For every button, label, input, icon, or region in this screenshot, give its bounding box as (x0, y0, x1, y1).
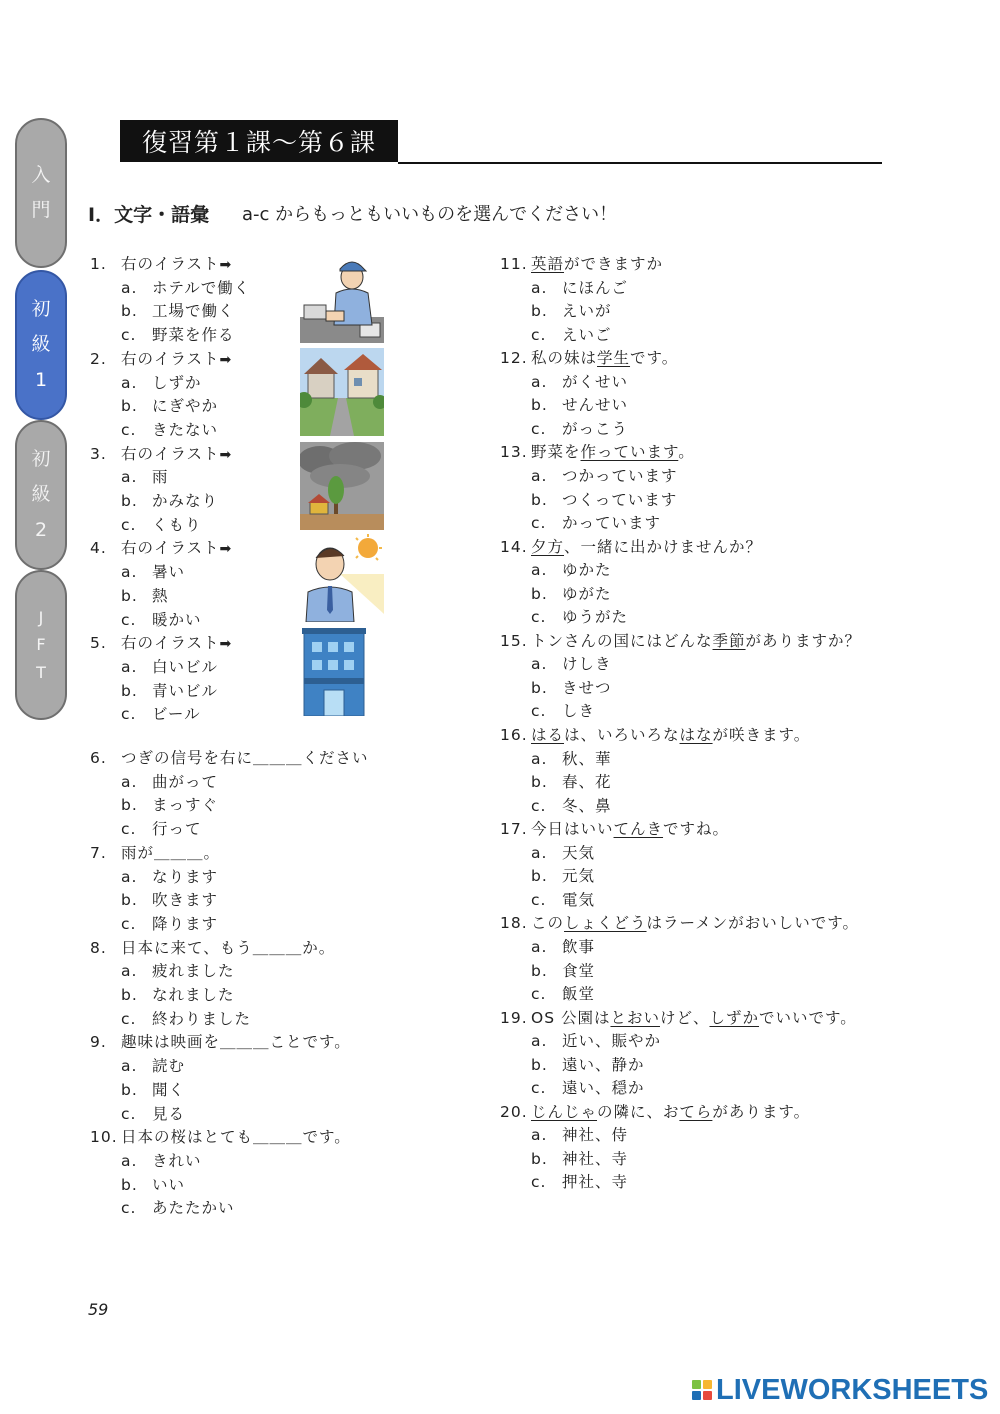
arrow-right-icon: ➡ (219, 257, 233, 273)
question-number: 15. (500, 631, 528, 650)
answer-option[interactable] (531, 488, 677, 510)
option-letter: b. (531, 867, 548, 886)
option-letter: b. (531, 396, 548, 415)
option-text: くもり (152, 515, 202, 534)
option-text: 曲がって (152, 772, 219, 791)
answer-option[interactable] (531, 770, 612, 792)
answer-option[interactable] (531, 982, 595, 1004)
option-text: にほんご (562, 278, 629, 297)
option-letter: b. (121, 586, 138, 605)
answer-option[interactable] (531, 558, 612, 580)
underlined-word: しずか (709, 1008, 760, 1027)
answer-option[interactable] (121, 1102, 185, 1124)
side-tab-nyumon[interactable] (15, 118, 67, 268)
answer-option[interactable] (531, 1053, 645, 1075)
option-letter: a. (121, 657, 138, 676)
option-letter: b. (121, 1080, 138, 1099)
option-text: 飯堂 (562, 985, 596, 1004)
option-text: にぎやか (152, 397, 219, 416)
header-rule (398, 162, 882, 164)
question-text: です。 (630, 349, 679, 368)
option-letter: c. (121, 420, 137, 439)
question-15 (500, 629, 861, 651)
option-text: えいご (562, 325, 612, 344)
question-text: ですね。 (663, 820, 730, 839)
answer-option[interactable] (121, 888, 218, 910)
option-text: 遠い、静か (562, 1055, 645, 1074)
option-text: 行って (152, 820, 202, 839)
underlined-word: 作っています (580, 443, 679, 462)
answer-option[interactable] (121, 655, 218, 677)
answer-option[interactable] (121, 418, 218, 440)
option-letter: a. (121, 962, 138, 981)
side-tab-char: 入 (31, 163, 51, 186)
section-title: Ⅰ．文字・語彙 (88, 204, 210, 226)
underlined-word: 季節 (712, 631, 746, 650)
option-letter: a. (531, 561, 548, 580)
underlined-word: てら (679, 1102, 713, 1121)
option-letter: c. (121, 914, 137, 933)
answer-option[interactable] (121, 489, 218, 511)
section-instruction: a-c からもっともいいものを選んでください！ (242, 204, 618, 225)
option-letter: c. (531, 325, 547, 344)
answer-option[interactable] (121, 513, 202, 535)
answer-option[interactable] (121, 912, 218, 934)
underlined-word: じんじゃ (531, 1102, 598, 1121)
underlined-word: てんき (613, 820, 664, 839)
option-text: 暖かい (152, 610, 202, 629)
option-text: 降ります (152, 914, 219, 933)
option-text: 遠い、穏か (562, 1079, 645, 1098)
question-number: 4. (90, 539, 107, 558)
option-text: 吹きます (152, 891, 219, 910)
side-tab-char: F (36, 635, 46, 655)
option-text: 冬、鼻 (562, 796, 612, 815)
answer-option[interactable] (121, 276, 250, 298)
option-letter: a. (531, 372, 548, 391)
liveworksheets-logo-text: LIVEWORKSHEETS (716, 1373, 989, 1406)
underlined-word: しょくどう (564, 914, 647, 933)
option-letter: b. (531, 1149, 548, 1168)
option-letter: a. (121, 772, 138, 791)
question-number: 9. (90, 1033, 107, 1052)
option-letter: a. (121, 278, 138, 297)
underlined-word: 英語 (531, 255, 565, 273)
answer-option[interactable] (121, 865, 218, 887)
question-text: 趣味は映画を＿＿＿ことです。 (121, 1033, 351, 1052)
option-text: 青いビル (152, 681, 219, 700)
option-letter: a. (531, 655, 548, 674)
question-4 (90, 536, 232, 558)
answer-option[interactable] (531, 582, 612, 604)
option-letter: c. (531, 419, 547, 438)
option-letter: b. (121, 1175, 138, 1194)
question-text: この (531, 914, 565, 933)
option-letter: c. (121, 1199, 137, 1218)
arrow-right-icon: ➡ (219, 541, 233, 558)
question-text: 日本の桜はとても＿＿＿です。 (121, 1128, 351, 1147)
option-letter: c. (121, 610, 137, 629)
option-letter: b. (531, 584, 548, 603)
option-text: きれい (152, 1151, 202, 1170)
answer-option[interactable] (531, 652, 612, 674)
underlined-word: とおい (610, 1008, 660, 1027)
answer-option[interactable] (121, 323, 235, 345)
option-letter: c. (121, 515, 137, 534)
option-text: 白いビル (152, 657, 219, 676)
question-text: 野菜を (531, 443, 581, 462)
option-text: 春、花 (562, 773, 612, 792)
option-letter: c. (531, 985, 547, 1004)
question-text: 雨が＿＿＿。 (121, 843, 221, 862)
option-text: けしき (562, 655, 612, 674)
underlined-word: 学生 (597, 349, 631, 368)
option-letter: c. (121, 820, 137, 839)
answer-option[interactable] (531, 511, 661, 533)
option-text: 近い、賑やか (562, 1032, 662, 1051)
answer-option[interactable] (531, 464, 678, 486)
option-text: いい (152, 1175, 186, 1194)
arrow-right-icon: ➡ (219, 446, 233, 463)
question-number: 19. (500, 1008, 528, 1027)
answer-option[interactable] (121, 1078, 185, 1100)
option-text: 疲れました (152, 962, 235, 981)
option-letter: b. (121, 302, 138, 321)
question-number: 16. (500, 726, 528, 744)
option-letter: a. (121, 1057, 138, 1076)
option-text: しき (562, 702, 596, 721)
option-text: つかっています (562, 466, 678, 485)
option-text: 電気 (562, 890, 596, 909)
option-text: 神社、寺 (562, 1149, 629, 1168)
question-2 (90, 347, 232, 369)
option-letter: b. (121, 681, 138, 700)
option-text: 熱 (152, 586, 169, 605)
option-text: まっすぐ (152, 796, 219, 815)
question-text: つぎの信号を右に＿＿＿ください (121, 749, 369, 767)
answer-option[interactable] (121, 1196, 235, 1218)
answer-option[interactable] (531, 1147, 628, 1169)
answer-option[interactable] (531, 699, 595, 721)
option-text: 暑い (152, 563, 186, 582)
option-text: えいが (562, 302, 612, 321)
option-letter: b. (121, 891, 138, 910)
option-letter: c. (531, 890, 547, 909)
question-number: 8. (90, 938, 107, 957)
answer-option[interactable] (531, 393, 628, 415)
question-number: 7. (90, 843, 107, 862)
option-text: ゆがた (562, 584, 612, 603)
option-text: かっています (562, 514, 662, 533)
option-letter: c. (531, 796, 547, 815)
option-text: せんせい (562, 396, 629, 415)
option-letter: a. (531, 937, 548, 956)
answer-option[interactable] (531, 794, 612, 816)
option-text: ホテルで働く (152, 278, 251, 297)
question-text: ができますか (564, 255, 664, 273)
answer-option[interactable] (531, 959, 595, 981)
answer-option[interactable] (121, 1054, 185, 1076)
liveworksheets-logo[interactable] (692, 1372, 992, 1408)
answer-option[interactable] (531, 276, 628, 298)
option-letter: c. (531, 702, 547, 721)
question-text: 右のイラスト (121, 349, 220, 368)
quiet-street-illustration (300, 348, 384, 436)
option-letter: a. (121, 563, 138, 582)
answer-option[interactable] (531, 676, 612, 698)
option-text: がくせい (562, 372, 629, 391)
option-letter: a. (121, 1151, 138, 1170)
answer-option[interactable] (121, 371, 202, 393)
option-letter: b. (121, 492, 138, 510)
answer-option[interactable] (531, 888, 595, 910)
question-9 (90, 1030, 351, 1052)
answer-option[interactable] (531, 605, 628, 627)
underlined-word: はる (531, 726, 565, 744)
answer-option[interactable] (121, 817, 202, 839)
option-letter: b. (531, 678, 548, 697)
question-text: 。 (678, 443, 695, 462)
page-number: 59 (88, 1300, 109, 1319)
question-14 (500, 535, 762, 557)
answer-option[interactable] (121, 394, 218, 416)
option-text: ビール (152, 705, 201, 724)
question-text: 右のイラスト (121, 539, 220, 558)
option-letter: b. (531, 1055, 548, 1074)
option-text: あたたかい (152, 1199, 235, 1218)
option-text: 雨 (152, 468, 169, 487)
underlined-word: はな (679, 726, 713, 744)
answer-option[interactable] (531, 864, 595, 886)
option-text: ゆうがた (562, 608, 629, 627)
cloudy-weather-illustration (300, 442, 384, 530)
question-number: 18. (500, 914, 528, 933)
question-number: 10. (90, 1128, 118, 1147)
question-13 (500, 440, 695, 462)
question-text: の隣に、お (597, 1102, 680, 1121)
option-letter: b. (121, 397, 138, 416)
option-text: 見る (152, 1104, 186, 1123)
option-letter: a. (531, 1126, 548, 1145)
side-tab-char: 1 (34, 368, 48, 391)
question-3 (90, 442, 232, 464)
option-letter: a. (531, 749, 548, 768)
option-text: しずか (152, 373, 202, 392)
option-text: 野菜を作る (152, 326, 235, 345)
option-text: 神社、侍 (562, 1126, 629, 1145)
question-text: はラーメンがおいしいです。 (646, 914, 860, 933)
question-8 (90, 936, 335, 958)
question-6 (90, 746, 369, 768)
option-letter: c. (531, 514, 547, 533)
question-text: OS 公園は (531, 1008, 611, 1027)
question-17 (500, 817, 729, 839)
question-number: 17. (500, 820, 528, 839)
answer-option[interactable] (121, 465, 169, 487)
question-18 (500, 911, 859, 933)
question-text: がありますか？ (745, 631, 862, 650)
option-text: 工場で働く (152, 302, 235, 321)
option-letter: c. (121, 326, 137, 345)
option-text: 天気 (562, 843, 596, 862)
option-letter: c. (531, 608, 547, 627)
side-tab-jft[interactable] (15, 570, 67, 720)
question-20 (500, 1100, 810, 1122)
question-12 (500, 346, 678, 368)
question-text: 右のイラスト (121, 634, 220, 653)
option-text: なれました (152, 986, 235, 1004)
answer-option[interactable] (531, 841, 595, 863)
option-letter: b. (121, 986, 138, 1004)
answer-option[interactable] (121, 793, 218, 815)
answer-option[interactable] (531, 417, 628, 439)
question-19 (500, 1006, 857, 1028)
question-text: 右のイラスト (121, 255, 220, 273)
side-tab-char: 級 (31, 333, 51, 356)
answer-option[interactable] (121, 1149, 202, 1171)
answer-option[interactable] (531, 1123, 628, 1145)
question-number: 2. (90, 349, 107, 368)
option-text: きせつ (562, 678, 612, 697)
option-letter: b. (531, 773, 548, 792)
question-number: 3. (90, 444, 107, 463)
answer-option[interactable] (121, 299, 235, 321)
option-letter: b. (531, 302, 548, 321)
question-text: 私の妹は (531, 349, 598, 368)
underlined-word: 夕方 (531, 537, 565, 556)
answer-option[interactable] (121, 702, 201, 724)
question-number: 13. (500, 443, 528, 462)
option-letter: b. (531, 490, 548, 509)
side-tab-char: 級 (31, 483, 51, 506)
answer-option[interactable] (531, 299, 612, 321)
option-text: なります (152, 867, 219, 886)
arrow-right-icon: ➡ (219, 636, 233, 653)
option-text: ゆかた (562, 561, 612, 580)
option-letter: a. (121, 468, 138, 487)
option-letter: c. (531, 1173, 547, 1192)
answer-option[interactable] (121, 983, 235, 1005)
answer-option[interactable] (121, 608, 202, 630)
option-letter: a. (531, 843, 548, 862)
option-text: がっこう (562, 419, 629, 438)
question-text: でいいです。 (759, 1008, 857, 1027)
answer-option[interactable] (121, 770, 218, 792)
question-text: 、一緒に出かけませんか？ (564, 537, 763, 556)
option-text: 押社、寺 (562, 1173, 629, 1192)
side-tab-char: 2 (34, 518, 48, 541)
factory-worker-illustration (300, 255, 384, 343)
question-text: トンさんの国にはどんな (531, 631, 713, 650)
answer-option[interactable] (121, 584, 169, 606)
question-text: 日本に来て、もう＿＿＿か。 (121, 938, 336, 957)
option-text: きたない (152, 420, 219, 439)
option-letter: c. (121, 1009, 137, 1028)
question-5 (90, 631, 232, 653)
option-letter: b. (531, 961, 548, 980)
question-text: が咲きます。 (712, 726, 811, 744)
side-tab-char: 門 (31, 199, 51, 221)
question-number: 20. (500, 1102, 528, 1121)
question-text: 今日はいい (531, 820, 614, 839)
blue-building-illustration (300, 628, 384, 716)
option-letter: c. (121, 1104, 137, 1123)
question-text: があります。 (712, 1102, 811, 1121)
option-letter: c. (531, 1079, 547, 1098)
answer-option[interactable] (121, 560, 185, 582)
side-tab-char: 初 (31, 298, 51, 321)
option-text: 食堂 (562, 961, 596, 980)
question-text: 右のイラスト (121, 444, 220, 463)
option-letter: a. (531, 1032, 548, 1051)
side-tab-char: 初 (31, 448, 51, 471)
question-7 (90, 841, 220, 863)
liveworksheets-logo-icon (692, 1380, 712, 1400)
question-number: 12. (500, 349, 528, 368)
page-title: 復習第１課～第６課 (120, 120, 398, 162)
answer-option[interactable] (531, 747, 612, 769)
question-number: 5. (90, 634, 107, 653)
answer-option[interactable] (531, 1170, 628, 1192)
question-text: は、いろいろな (564, 726, 680, 744)
question-number: 11. (500, 255, 528, 273)
option-text: つくっています (562, 490, 678, 509)
option-letter: a. (531, 466, 548, 485)
option-text: 終わりました (152, 1009, 252, 1028)
option-text: 聞く (152, 1080, 186, 1099)
answer-option[interactable] (531, 935, 595, 957)
option-letter: a. (531, 278, 548, 297)
side-tab-shokyu-1[interactable] (15, 270, 67, 420)
question-text: けど、 (659, 1008, 710, 1027)
question-11 (500, 252, 663, 274)
answer-option[interactable] (531, 1076, 645, 1098)
hot-sun-man-illustration (300, 534, 384, 622)
answer-option[interactable] (121, 1007, 251, 1029)
question-10 (90, 1125, 351, 1147)
option-text: かみなり (152, 492, 219, 510)
option-text: 読む (152, 1057, 186, 1076)
answer-option[interactable] (531, 1029, 661, 1051)
arrow-right-icon: ➡ (219, 351, 233, 368)
side-tab-shokyu-2[interactable] (15, 420, 67, 570)
side-tab-char: J (38, 608, 44, 628)
answer-option[interactable] (531, 323, 612, 345)
option-text: 秋、華 (562, 749, 612, 768)
side-tab-char: T (36, 662, 46, 682)
answer-option[interactable] (531, 370, 628, 392)
answer-option[interactable] (121, 1173, 185, 1195)
question-16 (500, 723, 810, 745)
option-letter: c. (121, 705, 137, 724)
question-number: 14. (500, 537, 528, 556)
option-letter: a. (121, 373, 138, 392)
question-number: 6. (90, 749, 107, 767)
option-text: 元気 (562, 867, 596, 886)
question-number: 1. (90, 255, 107, 273)
answer-option[interactable] (121, 679, 218, 701)
option-text: 飲事 (562, 937, 596, 956)
option-letter: a. (121, 867, 138, 886)
question-1 (90, 252, 232, 274)
option-letter: b. (121, 796, 138, 815)
answer-option[interactable] (121, 959, 235, 981)
